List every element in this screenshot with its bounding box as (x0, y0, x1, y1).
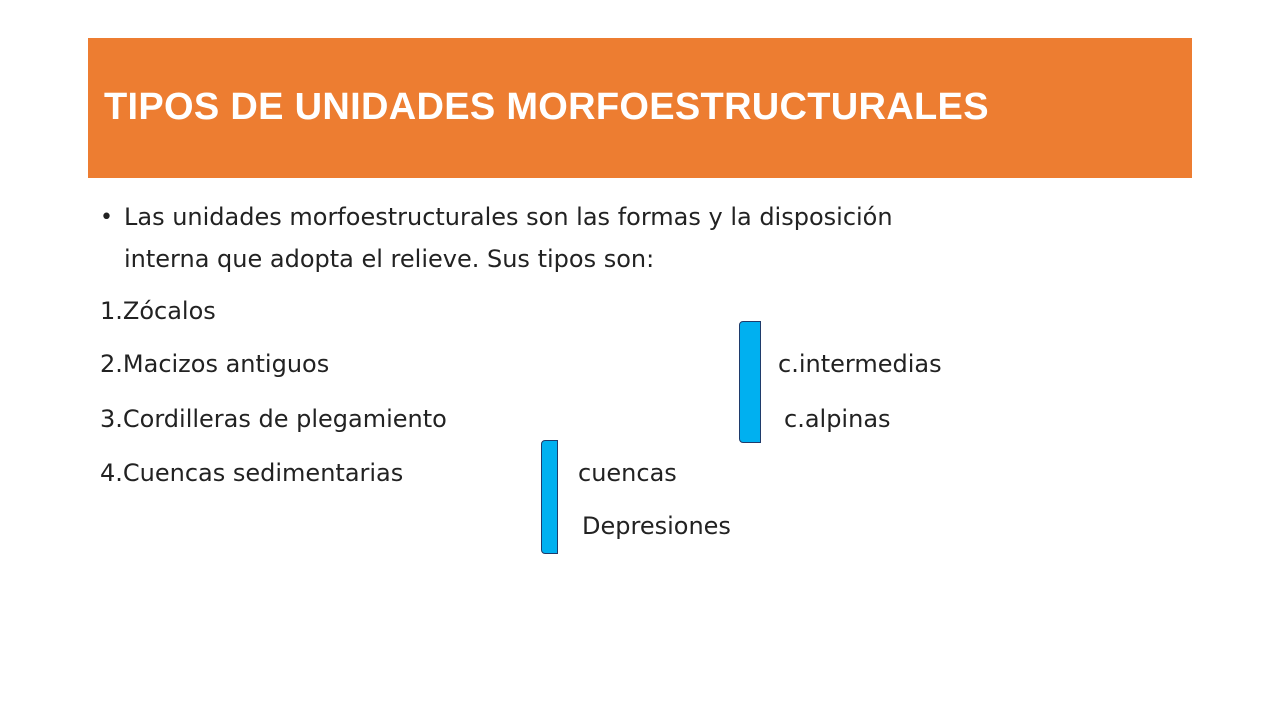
annotation-depresiones: Depresiones (582, 512, 731, 540)
annotation-alpinas: c.alpinas (784, 405, 891, 433)
slide-title: TIPOS DE UNIDADES MORFOESTRUCTURALES (104, 86, 989, 128)
title-bar (88, 38, 1192, 178)
type-item-cordilleras: 3.Cordilleras de plegamiento (100, 405, 447, 433)
intro-line-2: interna que adopta el relieve. Sus tipos son: (124, 245, 655, 273)
type-item-zocalos: 1.Zócalos (100, 297, 216, 325)
bracket-cuencas (541, 440, 558, 554)
bullet-icon: • (100, 205, 113, 230)
annotation-intermedias: c.intermedias (778, 350, 942, 378)
annotation-cuencas: cuencas (578, 459, 677, 487)
bracket-cordilleras (739, 321, 761, 443)
intro-line-1: Las unidades morfoestructurales son las formas y la disposición (124, 203, 893, 231)
type-item-cuencas-sedimentarias: 4.Cuencas sedimentarias (100, 459, 404, 487)
type-item-macizos-antiguos: 2.Macizos antiguos (100, 350, 330, 378)
